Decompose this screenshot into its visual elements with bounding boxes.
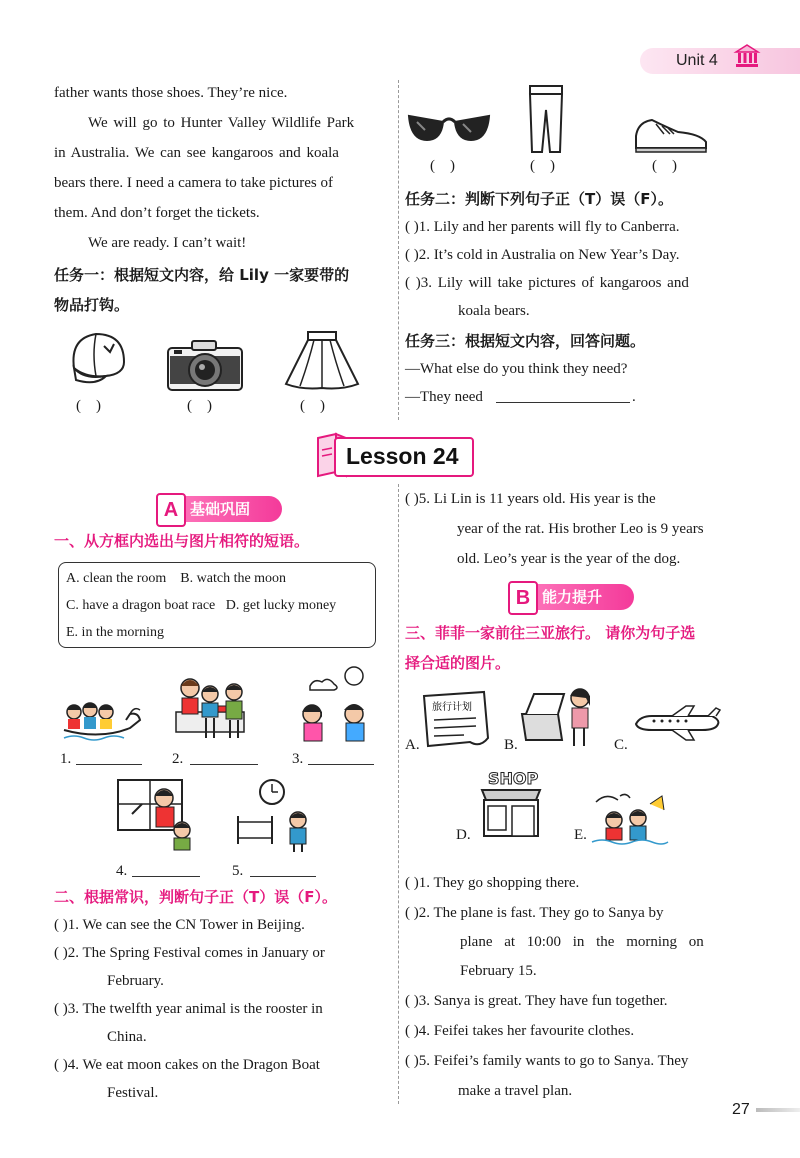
reading-line: We will go to Hunter Valley Wildlife Park xyxy=(88,115,355,131)
task1-title: 任务一：根据短文内容，给 Lily 一家要带的 xyxy=(54,266,350,284)
pants-icon xyxy=(526,82,566,156)
q1-answer-blank[interactable] xyxy=(308,764,374,765)
sneakers-icon xyxy=(630,112,712,156)
sunglasses-icon xyxy=(405,110,493,150)
q2-title: 二、根据常识，判断句子正（T）误（F）。 xyxy=(54,888,337,906)
q3-option-letter: E. xyxy=(574,827,587,843)
q1-blank-label: 2. xyxy=(172,751,184,767)
q1-answer-blank[interactable] xyxy=(190,764,258,765)
lucky-money-picture xyxy=(170,672,250,746)
beach-fun-picture xyxy=(590,790,670,848)
answer-paren[interactable]: ( ) xyxy=(76,398,101,414)
q2-item-cont: old. Leo’s year is the year of the dog. xyxy=(457,551,681,567)
camera-icon xyxy=(166,338,244,392)
task2-item: ( )3. Lily will take pictures of kangaroos and xyxy=(405,275,689,291)
answer-paren[interactable]: ( ) xyxy=(530,158,555,174)
watch-moon-picture xyxy=(294,664,376,746)
lesson-title: Lesson 24 xyxy=(346,443,459,469)
q2-item: ( )3. The twelfth year animal is the rooster in xyxy=(54,1001,323,1017)
travel-plan-picture xyxy=(420,690,494,750)
q2-item: ( )2. The Spring Festival comes in January or xyxy=(54,945,325,961)
q2-item-cont: China. xyxy=(107,1029,147,1045)
section-a-letter: A xyxy=(156,493,186,527)
q3-item: ( )1. They go shopping there. xyxy=(405,875,580,891)
reading-line: them. And don’t forget the tickets. xyxy=(54,205,260,221)
q3-option-letter: C. xyxy=(614,737,628,753)
column-divider-top xyxy=(398,80,399,420)
q1-blank-label: 1. xyxy=(60,751,72,767)
q3-option-letter: B. xyxy=(504,737,518,753)
museum-icon xyxy=(734,43,760,69)
reading-line: We are ready. I can’t wait! xyxy=(88,235,247,251)
section-b-label: 能力提升 xyxy=(542,588,603,606)
dragon-boat-race-picture xyxy=(60,690,144,742)
page-number-bar xyxy=(756,1108,800,1112)
q1-answer-blank[interactable] xyxy=(76,764,142,765)
task1-title-cont: 物品打钩。 xyxy=(54,296,130,314)
section-a-badge xyxy=(158,496,282,522)
q3-item: ( )3. Sanya is great. They have fun together. xyxy=(405,993,668,1009)
plane-picture xyxy=(632,706,722,742)
answer-paren[interactable]: ( ) xyxy=(187,398,212,414)
reading-line: bears there. I need a camera to take pictures of xyxy=(54,175,334,191)
q2-item-cont: year of the rat. His brother Leo is 9 years xyxy=(457,521,704,537)
column-divider-bottom xyxy=(398,484,399,1104)
section-a-label: 基础巩固 xyxy=(190,500,251,518)
q2-item-cont: Festival. xyxy=(107,1085,159,1101)
task2-item: ( )2. It’s cold in Australia on New Year’s Day. xyxy=(405,247,680,263)
q2-item-cont: February. xyxy=(107,973,164,989)
reading-line: father wants those shoes. They’re nice. xyxy=(54,85,288,101)
task2-item-cont: koala bears. xyxy=(458,303,530,319)
q3-option-letter: D. xyxy=(456,827,471,843)
answer-paren[interactable]: ( ) xyxy=(430,158,455,174)
shop-picture xyxy=(474,766,548,840)
q3-item: ( )4. Feifei takes her favourite clothes. xyxy=(405,1023,635,1039)
q1-blank-label: 4. xyxy=(116,863,128,879)
q3-item: ( )5. Feifei’s family wants to go to Sanya. They xyxy=(405,1053,689,1069)
phrase-option-row: C. have a dragon boat race D. get lucky money xyxy=(66,598,337,613)
task3-title: 任务三：根据短文内容，回答问题。 xyxy=(405,332,646,350)
q3-title-cont: 择合适的图片。 xyxy=(405,654,511,672)
q3-item: ( )2. The plane is fast. They go to Sanya by xyxy=(405,905,664,921)
q2-item: ( )5. Li Lin is 11 years old. His year is the xyxy=(405,491,656,507)
page-number: 27 xyxy=(732,1101,750,1118)
section-b-letter: B xyxy=(508,581,538,615)
q2-item: ( )4. We eat moon cakes on the Dragon Boat xyxy=(54,1057,320,1073)
section-b-badge xyxy=(510,584,634,610)
reading-line: in Australia. We can see kangaroos and koala xyxy=(54,145,339,161)
task3-answer-end: . xyxy=(632,389,636,405)
answer-paren[interactable]: ( ) xyxy=(652,158,677,174)
unit-tab xyxy=(640,48,800,74)
task2-title: 任务二：判断下列句子正（T）误（F）。 xyxy=(405,190,673,208)
q1-blank-label: 3. xyxy=(292,751,304,767)
q3-item-cont: make a travel plan. xyxy=(458,1083,573,1099)
travel-plan-sign-text: 旅行计划 xyxy=(432,702,472,713)
q3-title: 三、菲菲一家前往三亚旅行。 请你为句子选 xyxy=(405,624,696,642)
task2-item: ( )1. Lily and her parents will fly to Canberra. xyxy=(405,219,680,235)
q3-option-letter: A. xyxy=(405,737,420,753)
q1-answer-blank[interactable] xyxy=(132,876,200,877)
task3-answer-prefix: —They need xyxy=(405,389,483,405)
cap-icon xyxy=(66,328,130,388)
q1-title: 一、从方框内选出与图片相符的短语。 xyxy=(54,532,310,550)
shop-sign-text: SHOP xyxy=(488,769,539,788)
phrase-option-row: E. in the morning xyxy=(66,625,164,640)
task3-question: —What else do you think they need? xyxy=(405,361,628,377)
q1-answer-blank[interactable] xyxy=(250,876,316,877)
skirt-icon xyxy=(282,328,362,392)
packing-picture xyxy=(518,684,602,752)
task3-answer-blank[interactable] xyxy=(496,402,630,403)
answer-paren[interactable]: ( ) xyxy=(300,398,325,414)
unit-label: Unit 4 xyxy=(676,52,718,69)
q1-blank-label: 5. xyxy=(232,863,244,879)
q3-item-cont: February 15. xyxy=(460,963,537,979)
q2-item: ( )1. We can see the CN Tower in Beijing. xyxy=(54,917,305,933)
clean-room-picture xyxy=(112,774,202,852)
in-the-morning-picture xyxy=(232,776,316,854)
phrase-option-row: A. clean the room B. watch the moon xyxy=(66,571,287,586)
q3-item-cont: plane at 10:00 in the morning on xyxy=(460,934,704,950)
